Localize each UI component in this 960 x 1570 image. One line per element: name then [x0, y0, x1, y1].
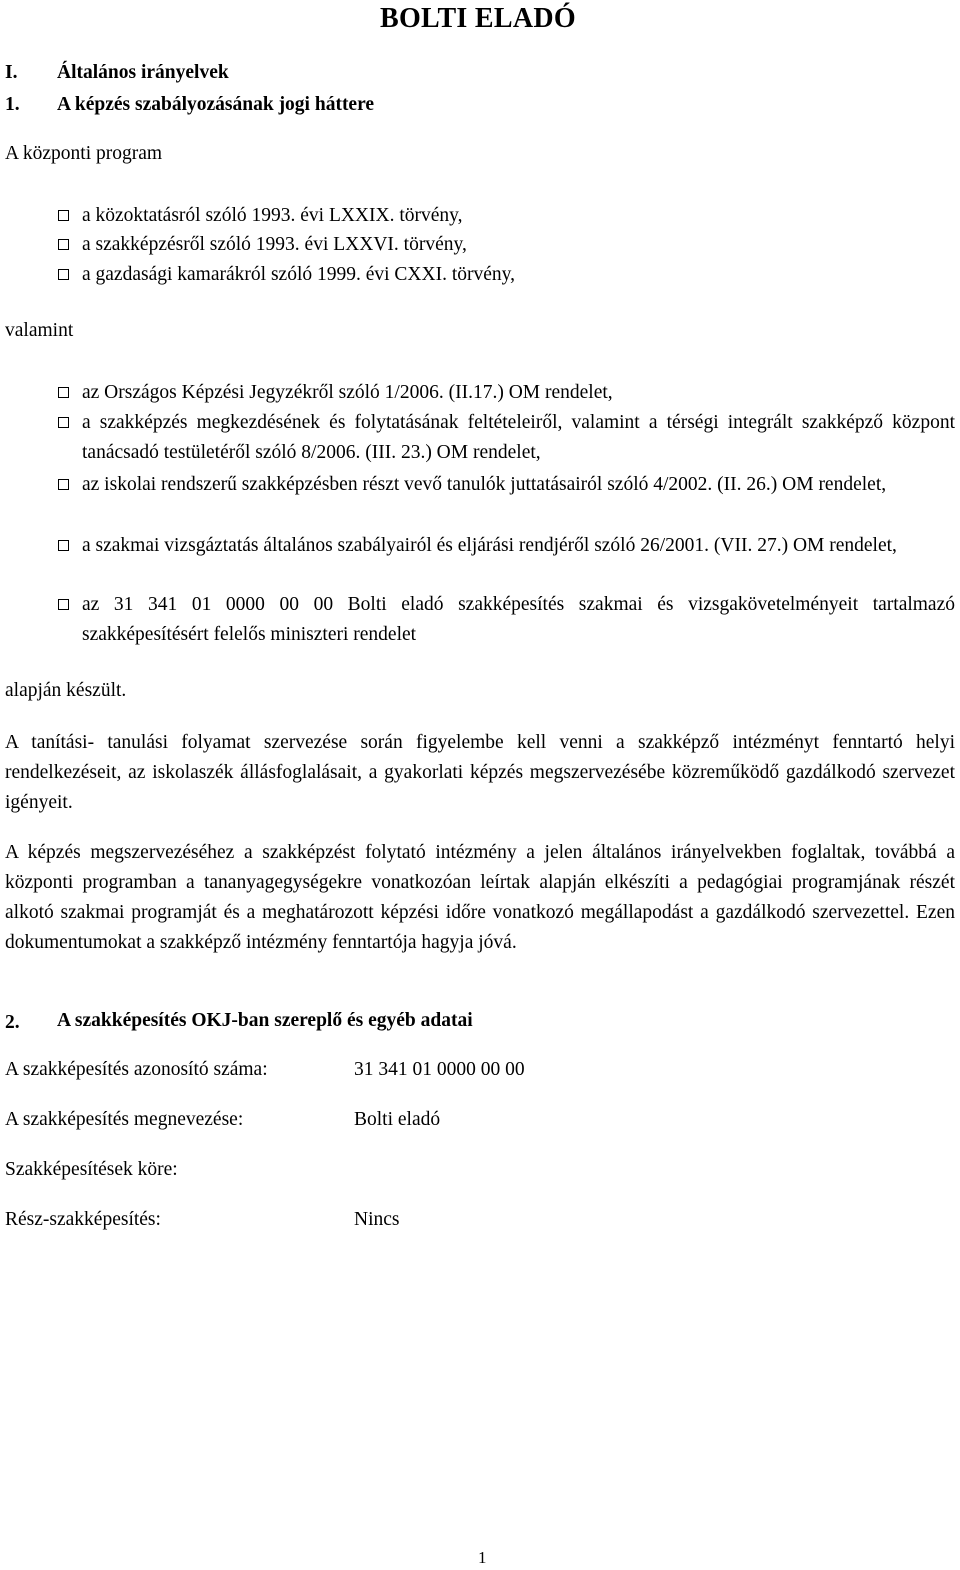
checkbox-bullet-icon	[58, 417, 69, 428]
section-1-title: A képzés szabályozásának jogi háttere	[57, 94, 375, 115]
list-item	[58, 408, 955, 468]
document-title: BOLTI ELADÓ	[380, 3, 577, 34]
checkbox-bullet-icon	[58, 239, 69, 250]
section-2-number: 2.	[5, 1012, 20, 1033]
field-label-scope: Szakképesítések köre:	[5, 1159, 178, 1180]
checkbox-bullet-icon	[58, 599, 69, 610]
checkbox-bullet-icon	[58, 540, 69, 551]
field-value-partial: Nincs	[354, 1209, 400, 1230]
page-number: 1	[478, 1548, 487, 1567]
list-item-text: a szakképzésről szóló 1993. évi LXXVI. törvény,	[82, 234, 467, 255]
checkbox-bullet-icon	[58, 387, 69, 398]
intro-text: A központi program	[5, 143, 163, 164]
field-label-partial: Rész-szakképesítés:	[5, 1209, 161, 1230]
checkbox-bullet-icon	[58, 210, 69, 221]
list-item-text: az 31 341 01 0000 00 00 Bolti eladó szakképesítés szakmai és vizsgakövetelményeit tartalmazó szakképesítésért felelős miniszteri rendelet	[82, 594, 955, 645]
list-item	[58, 201, 955, 231]
paragraph-2: A képzés megszervezéséhez a szakképzést folytató intézmény a jelen általános irányelvekben foglaltak, továbbá a központi programban a tananyagegységekre vonatkozóan leírtak alapján elkészíti a pedagógiai programjának részét alkotó szakmai programját és a meghatározott képzési időre vonatkozó megállapodást a gazdálkodó szervezettel. Ezen dokumentumokat a szakképző intézmény fenntartója hagyja jóvá.	[5, 842, 955, 953]
list-item	[58, 470, 955, 530]
field-label-name: A szakképesítés megnevezése:	[5, 1109, 244, 1130]
list-item	[58, 531, 955, 591]
list-item-text: az iskolai rendszerű szakképzésben részt vevő tanulók juttatásairól szóló 4/2002. (II. 26.) OM rendelet,	[82, 474, 887, 495]
list-item	[58, 260, 955, 290]
list-item	[58, 590, 955, 650]
paragraph-1: A tanítási- tanulási folyamat szervezése során figyelembe kell venni a szakképző intézményt fenntartó helyi rendelkezéseit, az iskolaszék állásfoglalásait, a gyakorlati képzés megszervezésébe közreműködő gazdálkodó szervezet igényeit.	[5, 732, 955, 813]
section-i-number: I.	[5, 62, 18, 83]
list-item-text: a gazdasági kamarákról szóló 1999. évi CXXI. törvény,	[82, 264, 516, 285]
checkbox-bullet-icon	[58, 269, 69, 280]
list-item	[58, 230, 955, 260]
field-value-id: 31 341 01 0000 00 00	[354, 1059, 525, 1080]
list-item-text: a szakképzés megkezdésének és folytatásának feltételeiről, valamint a térségi integrált szakképző központ tanácsadó testületéről szóló 8/2006. (III. 23.) OM rendelet,	[82, 412, 955, 463]
list-item	[58, 378, 955, 408]
field-label-id: A szakképesítés azonosító száma:	[5, 1059, 268, 1080]
closing-text: alapján készült.	[5, 680, 127, 701]
list-item-text: a szakmai vizsgáztatás általános szabályairól és eljárási rendjéről szóló 26/2001. (VII. 27.) OM rendelet,	[82, 535, 897, 556]
list-item-text: az Országos Képzési Jegyzékről szóló 1/2006. (II.17.) OM rendelet,	[82, 382, 613, 403]
section-i-title: Általános irányelvek	[57, 62, 229, 83]
checkbox-bullet-icon	[58, 479, 69, 490]
section-1-number: 1.	[5, 94, 20, 115]
connector-text: valamint	[5, 320, 74, 341]
field-value-name: Bolti eladó	[354, 1109, 441, 1130]
section-2-title: A szakképesítés OKJ-ban szereplő és egyéb adatai	[57, 1010, 473, 1031]
list-item-text: a közoktatásról szóló 1993. évi LXXIX. törvény,	[82, 205, 463, 226]
